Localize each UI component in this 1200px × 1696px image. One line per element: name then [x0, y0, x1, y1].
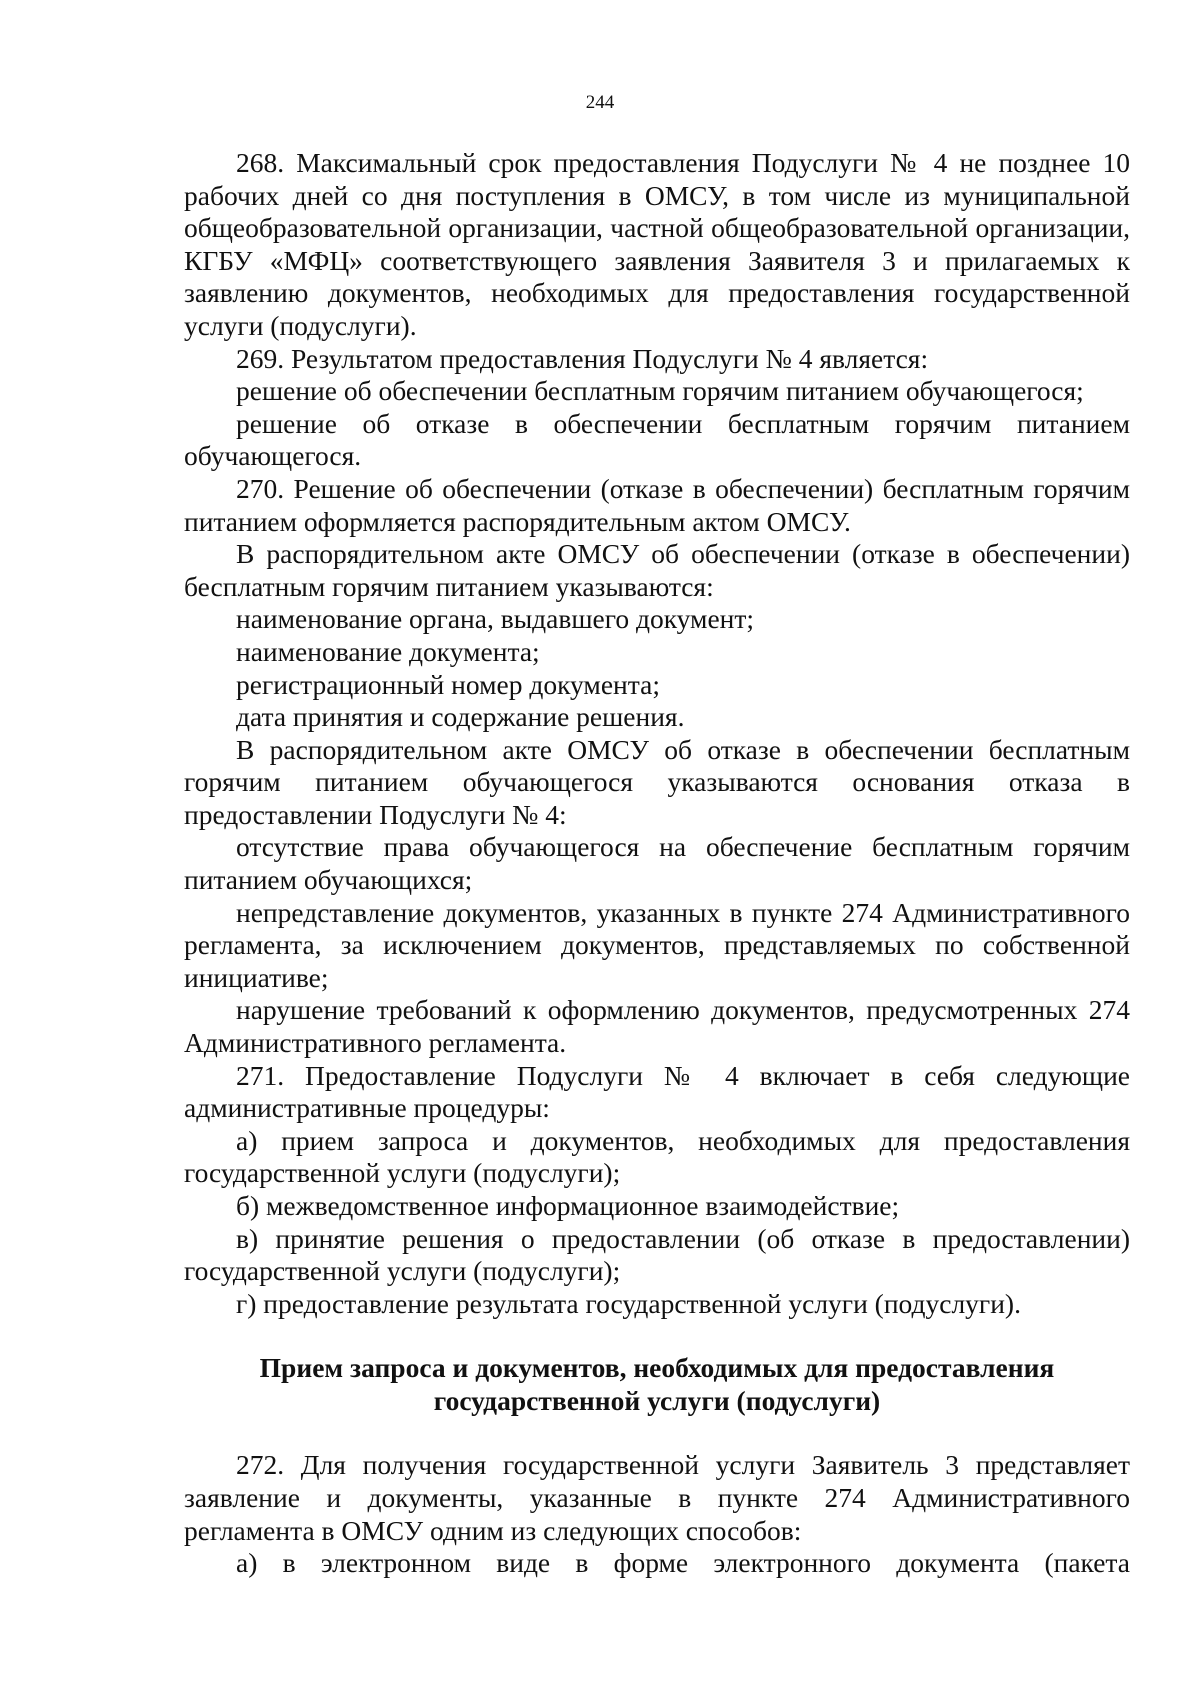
section-heading-line-1: Прием запроса и документов, необходимых для предоставления [259, 1352, 1055, 1384]
refusal-grounds-intro: В распорядительном акте ОМСУ об отказе в обеспечении бесплатным горячим питанием обучающегося указываются основания отказа в предоставлении Подуслуги № 4: [184, 733, 1130, 830]
section-heading-line-2: государственной услуги (подуслуги) [433, 1385, 881, 1417]
procedure-item-a: а) прием запроса и документов, необходимых для предоставления государственной услуги (подуслуги); [184, 1124, 1130, 1189]
act-item-date-content: дата принятия и содержание решения. [236, 701, 685, 733]
act-contents-intro: В распорядительном акте ОМСУ об обеспечении (отказе в обеспечении) бесплатным горячим питанием указываются: [184, 538, 1130, 602]
result-item-provision: решение об обеспечении бесплатным горячим питанием обучающегося; [236, 375, 1084, 407]
paragraph-271: 271. Предоставление Подуслуги № 4 включает в себя следующие административные процедуры: [184, 1059, 1130, 1124]
document-body [184, 147, 1130, 1580]
refusal-ground-no-right: отсутствие права обучающегося на обеспечение бесплатным горячим питанием обучающихся; [184, 831, 1130, 896]
refusal-ground-missing-documents: непредставление документов, указанных в пункте 274 Административного регламента, за исключением документов, представляемых по собственной инициативе; [184, 896, 1130, 993]
refusal-ground-format-violation: нарушение требований к оформлению документов, предусмотренных 274 Административного регламента. [184, 994, 1130, 1059]
section-heading [184, 1351, 1130, 1417]
act-item-document-name: наименование документа; [236, 635, 540, 667]
procedure-item-v: в) принятие решения о предоставлении (об отказе в предоставлении) государственной услуги (подуслуги); [184, 1222, 1130, 1287]
submission-method-a: а) в электронном виде в форме электронного документа (пакета [236, 1547, 1130, 1579]
result-item-refusal: решение об отказе в обеспечении бесплатным горячим питанием обучающегося. [184, 407, 1130, 472]
act-item-authority: наименование органа, выдавшего документ; [236, 603, 755, 635]
page-number: 244 [585, 92, 615, 113]
paragraph-269: 269. Результатом предоставления Подуслуги № 4 является: [236, 342, 929, 374]
paragraph-272: 272. Для получения государственной услуги Заявитель 3 представляет заявление и документы, указанные в пункте 274 Административного регламента в ОМСУ одним из следующих способов: [184, 1449, 1130, 1546]
paragraph-270: 270. Решение об обеспечении (отказе в обеспечении) бесплатным горячим питанием оформляется распорядительным актом ОМСУ. [184, 472, 1130, 537]
procedure-item-b: б) межведомственное информационное взаимодействие; [236, 1190, 900, 1221]
act-item-registration-number: регистрационный номер документа; [236, 668, 660, 700]
procedure-item-g: г) предоставление результата государственной услуги (подуслуги). [236, 1287, 1021, 1319]
paragraph-268: 268. Максимальный срок предоставления Подуслуги № 4 не позднее 10 рабочих дней со дня поступления в ОМСУ, в том числе из муниципальной общеобразовательной организации, частной общеобразовательной организации, КГБУ «МФЦ» соответствующего заявления Заявителя 3 и прилагаемых к заявлению документов, необходимых для предоставления государственной услуги (подуслуги). [184, 147, 1130, 341]
